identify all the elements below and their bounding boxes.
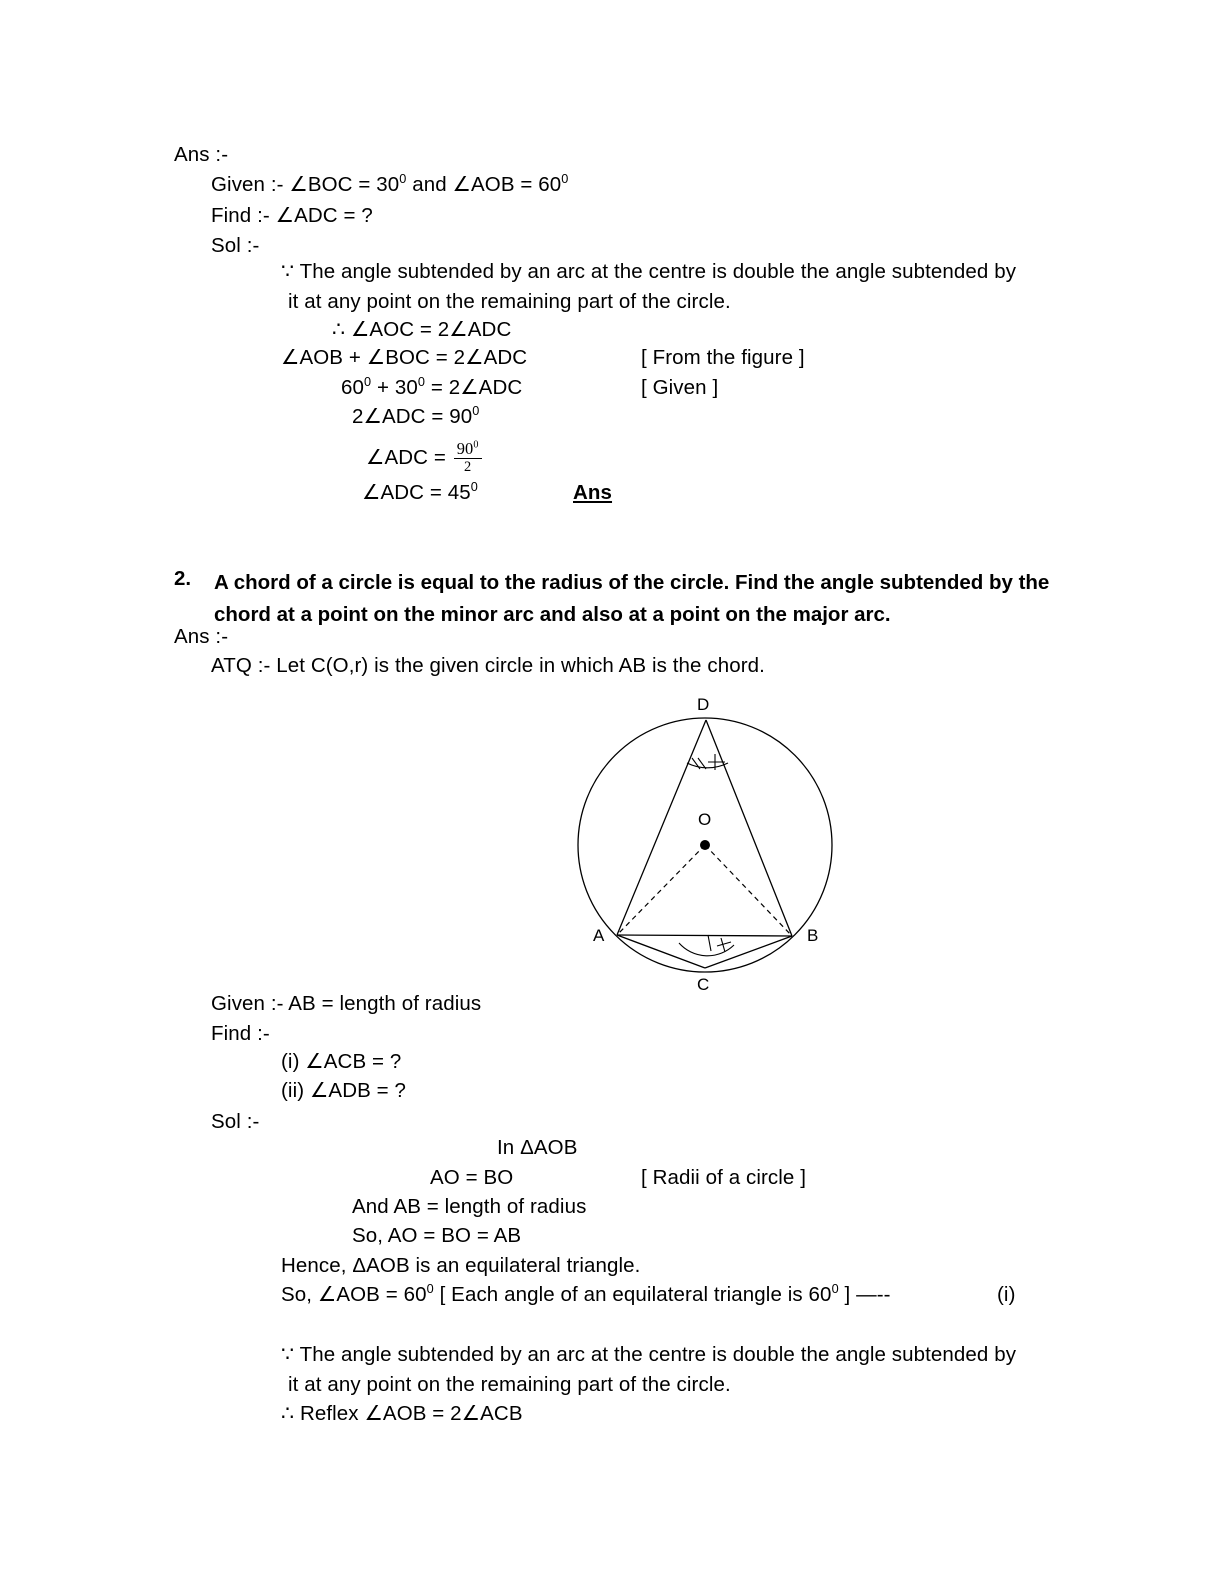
fraction-denominator: 2	[463, 459, 472, 476]
question-2-text: A chord of a circle is equal to the radius of the circle. Find the angle subtended by the chord at a point on the minor arc and also at a point on the major arc.	[214, 571, 1050, 626]
section1-step-6	[362, 479, 478, 504]
chord-AB	[617, 935, 792, 936]
degree-sign: 0	[831, 1281, 839, 1297]
section2-given-line: Given :- AB = length of radius	[211, 992, 482, 1015]
section1-theorem-line1: ∵ The angle subtended by an arc at the centre is double the angle subtended by	[281, 260, 1017, 283]
section2-and-line: And AB = length of radius	[352, 1195, 587, 1218]
section1-ans-marker: Ans	[573, 481, 613, 504]
angle-tick-C-3	[717, 942, 731, 946]
circle-diagram-svg	[545, 690, 875, 1000]
section2-in-triangle: In ΔAOB	[497, 1136, 578, 1159]
section1-step-2: ∠AOB + ∠BOC = 2∠ADC	[281, 346, 528, 369]
center-point-O	[700, 840, 710, 850]
section2-ao-bo-note: [ Radii of a circle ]	[641, 1166, 807, 1189]
step3-val2: + 30	[371, 376, 418, 399]
degree-sign: 0	[473, 439, 479, 451]
section1-step-5	[366, 440, 484, 475]
section2-so-angle-line	[281, 1281, 891, 1306]
angle-tick-C-1	[708, 935, 711, 951]
degree-sign: 0	[364, 374, 372, 390]
section1-step-1: ∴ ∠AOC = 2∠ADC	[332, 318, 512, 341]
segment-DB	[706, 720, 792, 936]
section2-find-ii: (ii) ∠ADB = ?	[281, 1079, 407, 1102]
degree-sign: 0	[470, 479, 478, 495]
section2-sol-label: Sol :-	[211, 1110, 260, 1133]
radius-OA	[617, 845, 705, 935]
degree-sign: 0	[417, 374, 426, 390]
step3-rhs: = 2∠ADC	[425, 376, 523, 399]
segment-AC	[617, 935, 705, 968]
section2-theorem-line2: it at any point on the remaining part of the circle.	[288, 1373, 731, 1396]
figure-label-D: D	[697, 695, 710, 714]
given-value-mid: and ∠AOB = 60	[406, 173, 562, 196]
degree-sign: 0	[426, 1281, 434, 1297]
section1-ans-label: Ans :-	[174, 143, 229, 166]
figure-label-O: O	[698, 810, 712, 829]
step5-lhs: ∠ADC =	[366, 445, 452, 469]
angle-arc-at-D	[687, 763, 728, 768]
given-value-1: ∠BOC = 30	[289, 173, 400, 196]
section1-theorem-line2: it at any point on the remaining part of the circle.	[288, 290, 731, 313]
segment-AD	[617, 720, 706, 935]
degree-sign: 0	[472, 403, 480, 419]
section1-find-line: Find :- ∠ADC = ?	[211, 204, 373, 227]
segment-CB	[705, 936, 792, 968]
fraction-90-over-2	[454, 440, 482, 475]
section2-find-i: (i) ∠ACB = ?	[281, 1050, 402, 1073]
question-2-number: 2.	[174, 567, 192, 590]
section1-step-3-note: [ Given ]	[641, 376, 719, 399]
radius-OB	[705, 845, 792, 936]
step4-text: 2∠ADC = 90	[352, 405, 473, 428]
section2-theorem-line1: ∵ The angle subtended by an arc at the centre is double the angle subtended by	[281, 1343, 1017, 1366]
step6-text: ∠ADC = 45	[362, 481, 471, 504]
section2-atq-line: ATQ :- Let C(O,r) is the given circle in which AB is the chord.	[211, 654, 765, 677]
section2-ans-label: Ans :-	[174, 625, 229, 648]
angle-arc-at-C	[679, 943, 734, 956]
given-label: Given :-	[211, 173, 284, 196]
circle-figure	[545, 690, 875, 1005]
section2-hence-line: Hence, ΔAOB is an equilateral triangle.	[281, 1254, 641, 1277]
section2-so-angle-ref: (i)	[997, 1283, 1016, 1306]
degree-sign: 0	[399, 171, 407, 187]
section2-ao-bo: AO = BO	[430, 1166, 514, 1189]
section2-find-label: Find :-	[211, 1022, 270, 1045]
figure-label-C: C	[697, 975, 710, 994]
so-angle-note-end: ] —--	[838, 1283, 891, 1306]
section1-step-4	[352, 403, 480, 428]
figure-label-A: A	[593, 926, 605, 945]
numerator-value: 90	[456, 439, 474, 458]
degree-sign: 0	[561, 171, 569, 187]
step3-val1: 60	[341, 376, 365, 399]
section1-sol-label: Sol :-	[211, 234, 260, 257]
section2-reflex-line: ∴ Reflex ∠AOB = 2∠ACB	[281, 1402, 523, 1425]
fraction-numerator	[454, 440, 482, 459]
section1-step-2-note: [ From the figure ]	[641, 346, 805, 369]
figure-label-B: B	[807, 926, 819, 945]
section1-step-3	[341, 374, 523, 399]
so-angle-note-start: [ Each angle of an equilateral triangle is 60	[433, 1283, 832, 1306]
section2-so-line: So, AO = BO = AB	[352, 1224, 522, 1247]
so-angle-lhs: So, ∠AOB = 60	[281, 1283, 427, 1306]
section1-given-line	[211, 171, 569, 196]
